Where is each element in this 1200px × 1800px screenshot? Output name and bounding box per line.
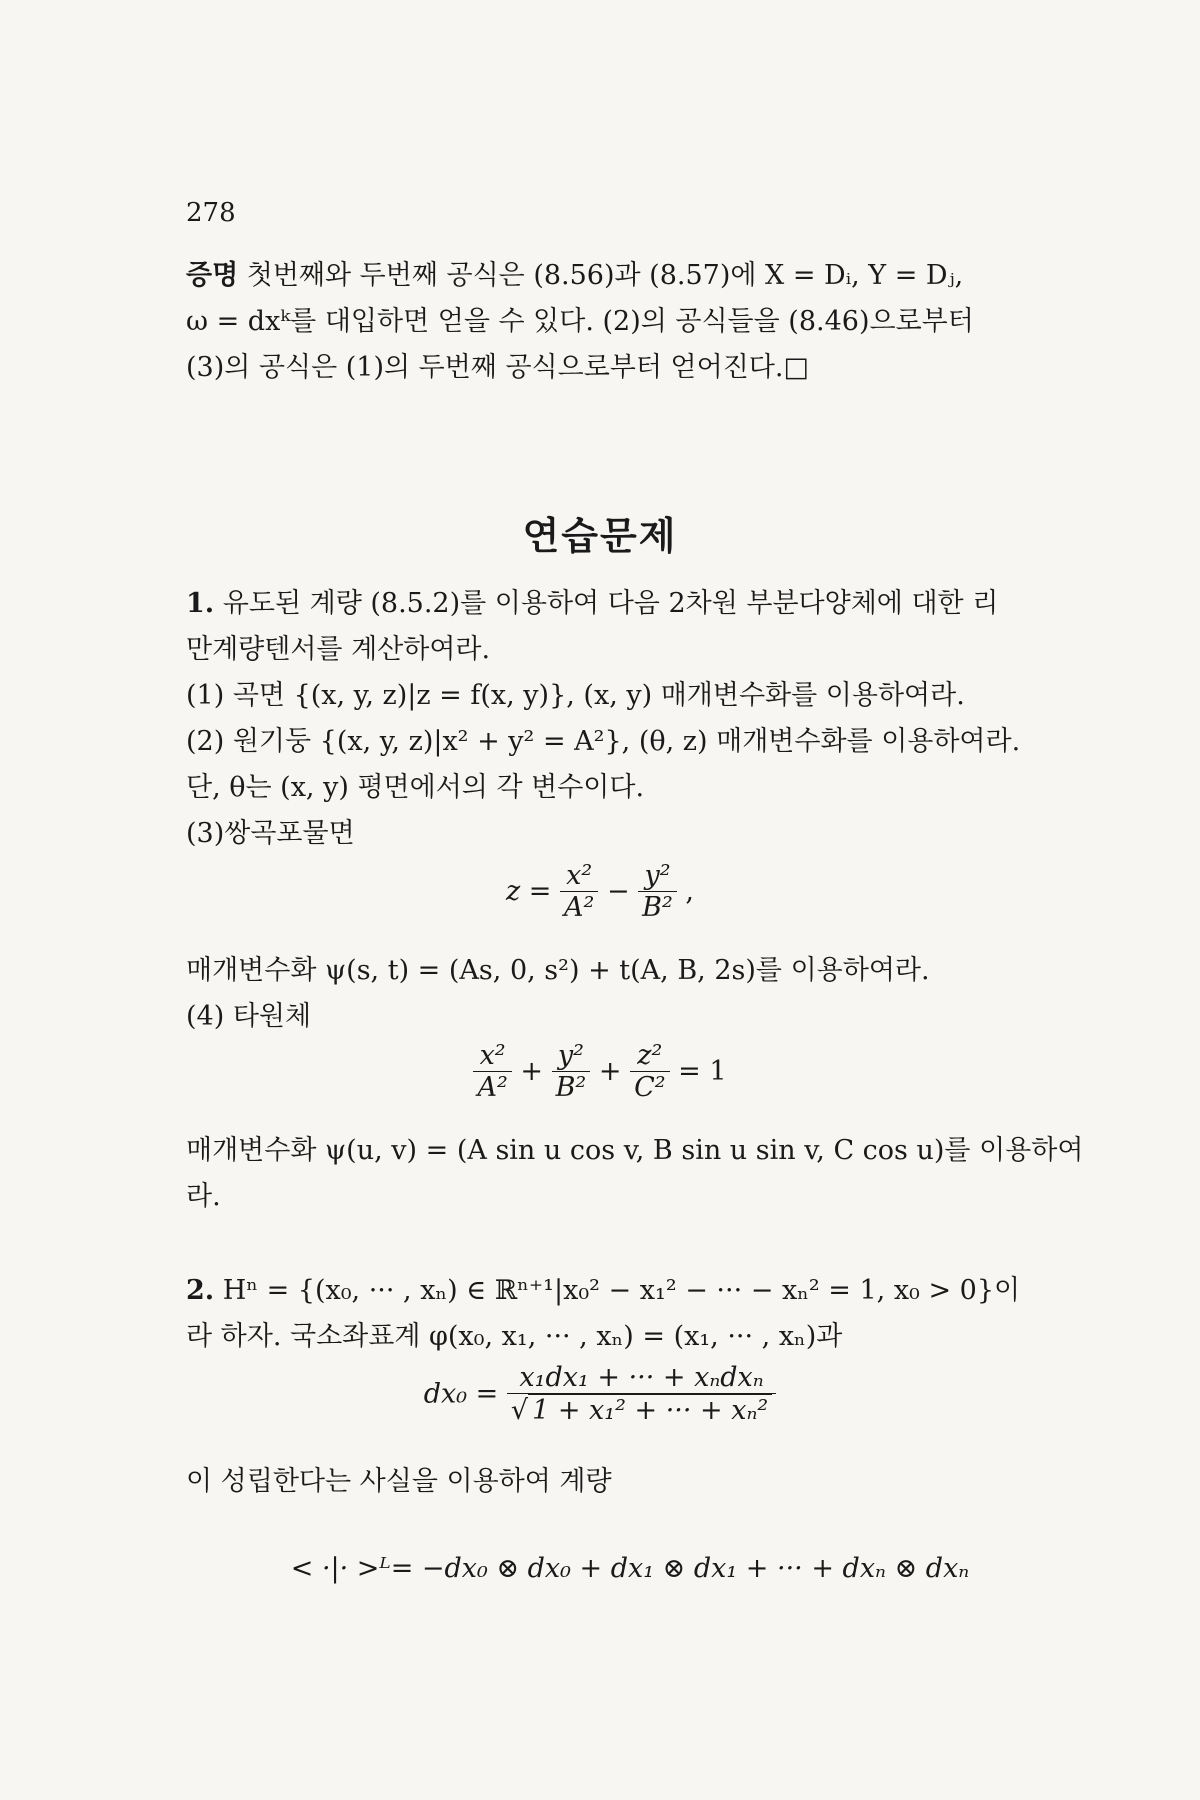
eq3-op: − xyxy=(606,876,630,907)
eq4-den-3: C² xyxy=(634,1072,666,1103)
ex1-part-2: (2) 원기둥 {(x, y, z)|x² + y² = A²}, (θ, z) 매개변수화를 이용하여라. xyxy=(186,726,1021,757)
eq4-op-2: + xyxy=(598,1056,622,1087)
eq4-den-1: A² xyxy=(477,1072,508,1103)
ex2-metric-text: < ·|· >ᴸ= −dx₀ ⊗ dx₀ + dx₁ ⊗ dx₁ + ··· + dxₙ ⊗ dxₙ xyxy=(290,1553,970,1584)
ex1-equation-4 xyxy=(0,1040,1200,1103)
ex1-part-2-note: 단, θ는 (x, y) 평면에서의 각 변수이다. xyxy=(186,772,645,803)
proof-line-3: (3)의 공식은 (1)의 두번째 공식으로부터 얻어진다.□ xyxy=(186,352,809,383)
ex2-text-1: Hⁿ = {(x₀, ··· , xₙ) ∈ ℝⁿ⁺¹|x₀² − x₁² − ··· − xₙ² = 1, x₀ > 0}이 xyxy=(222,1275,1021,1306)
eq4-num-3: z² xyxy=(630,1040,669,1072)
ex1-line-2: 만계량텐서를 계산하여라. xyxy=(186,634,491,665)
eq4-rhs: = 1 xyxy=(678,1056,727,1087)
sqrt-sign: √ xyxy=(510,1395,529,1426)
ex2-equation xyxy=(0,1362,1200,1426)
proof-label: 증명 xyxy=(186,260,239,291)
ex1-part-4-end: 라. xyxy=(186,1181,221,1212)
proof-line-1 xyxy=(186,260,963,292)
ex2-line-1 xyxy=(186,1275,1020,1307)
ex1-part-1: (1) 곡면 {(x, y, z)|z = f(x, y)}, (x, y) 매개변수화를 이용하여라. xyxy=(186,680,965,711)
ex2-eq-frac xyxy=(507,1362,776,1426)
proof-text-1: 첫번째와 두번째 공식은 (8.56)과 (8.57)에 X = Dᵢ, Y = Dⱼ, xyxy=(246,260,964,291)
section-title: 연습문제 xyxy=(522,514,678,558)
ex1-number: 1. xyxy=(186,588,215,619)
eq3-frac-2 xyxy=(638,860,677,923)
eq3-num-2: y² xyxy=(638,860,677,892)
ex2-eq-lhs: dx₀ = xyxy=(423,1378,499,1410)
eq4-frac-2 xyxy=(552,1040,591,1103)
ex1-part-4: (4) 타원체 xyxy=(186,1001,312,1032)
ex1-equation-3 xyxy=(0,860,1200,923)
page-number: 278 xyxy=(186,198,236,228)
eq4-num-1: x² xyxy=(473,1040,511,1072)
ex1-line-1 xyxy=(186,588,998,620)
ex2-eq-num: x₁dx₁ + ··· + xₙdxₙ xyxy=(507,1362,776,1394)
eq3-tail: , xyxy=(685,876,695,907)
ex2-line-2: 라 하자. 국소좌표계 φ(x₀, x₁, ··· , xₙ) = (x₁, ··· , xₙ)과 xyxy=(186,1321,843,1352)
eq3-den-1: A² xyxy=(564,892,595,923)
eq4-num-2: y² xyxy=(552,1040,591,1072)
eq4-frac-3 xyxy=(630,1040,669,1103)
eq3-den-2: B² xyxy=(642,892,673,923)
ex2-line-3: 이 성립한다는 사실을 이용하여 계량 xyxy=(186,1466,612,1497)
proof-line-2: ω = dxᵏ를 대입하면 얻을 수 있다. (2)의 공식들을 (8.46)으로부터 xyxy=(186,306,974,337)
ex1-part-4-param: 매개변수화 ψ(u, v) = (A sin u cos v, B sin u sin v, C cos u)를 이용하여 xyxy=(186,1135,1084,1166)
eq4-op-1: + xyxy=(520,1056,543,1087)
ex1-text-1: 유도된 계량 (8.5.2)를 이용하여 다음 2차원 부분다양체에 대한 리 xyxy=(222,588,999,619)
eq3-num-1: x² xyxy=(560,860,598,892)
ex1-part-3: (3)쌍곡포물면 xyxy=(186,818,355,849)
eq3-lhs: z = xyxy=(505,876,552,907)
eq3-frac-1 xyxy=(560,860,598,923)
eq4-den-2: B² xyxy=(555,1072,587,1103)
eq4-frac-1 xyxy=(473,1040,511,1103)
ex2-number: 2. xyxy=(186,1275,215,1306)
ex2-eq-den-wrap xyxy=(507,1394,776,1426)
ex2-metric xyxy=(0,1552,1200,1584)
ex2-eq-den: 1 + x₁² + ··· + xₙ² xyxy=(528,1394,772,1426)
ex1-part-3-param: 매개변수화 ψ(s, t) = (As, 0, s²) + t(A, B, 2s)를 이용하여라. xyxy=(186,955,930,986)
